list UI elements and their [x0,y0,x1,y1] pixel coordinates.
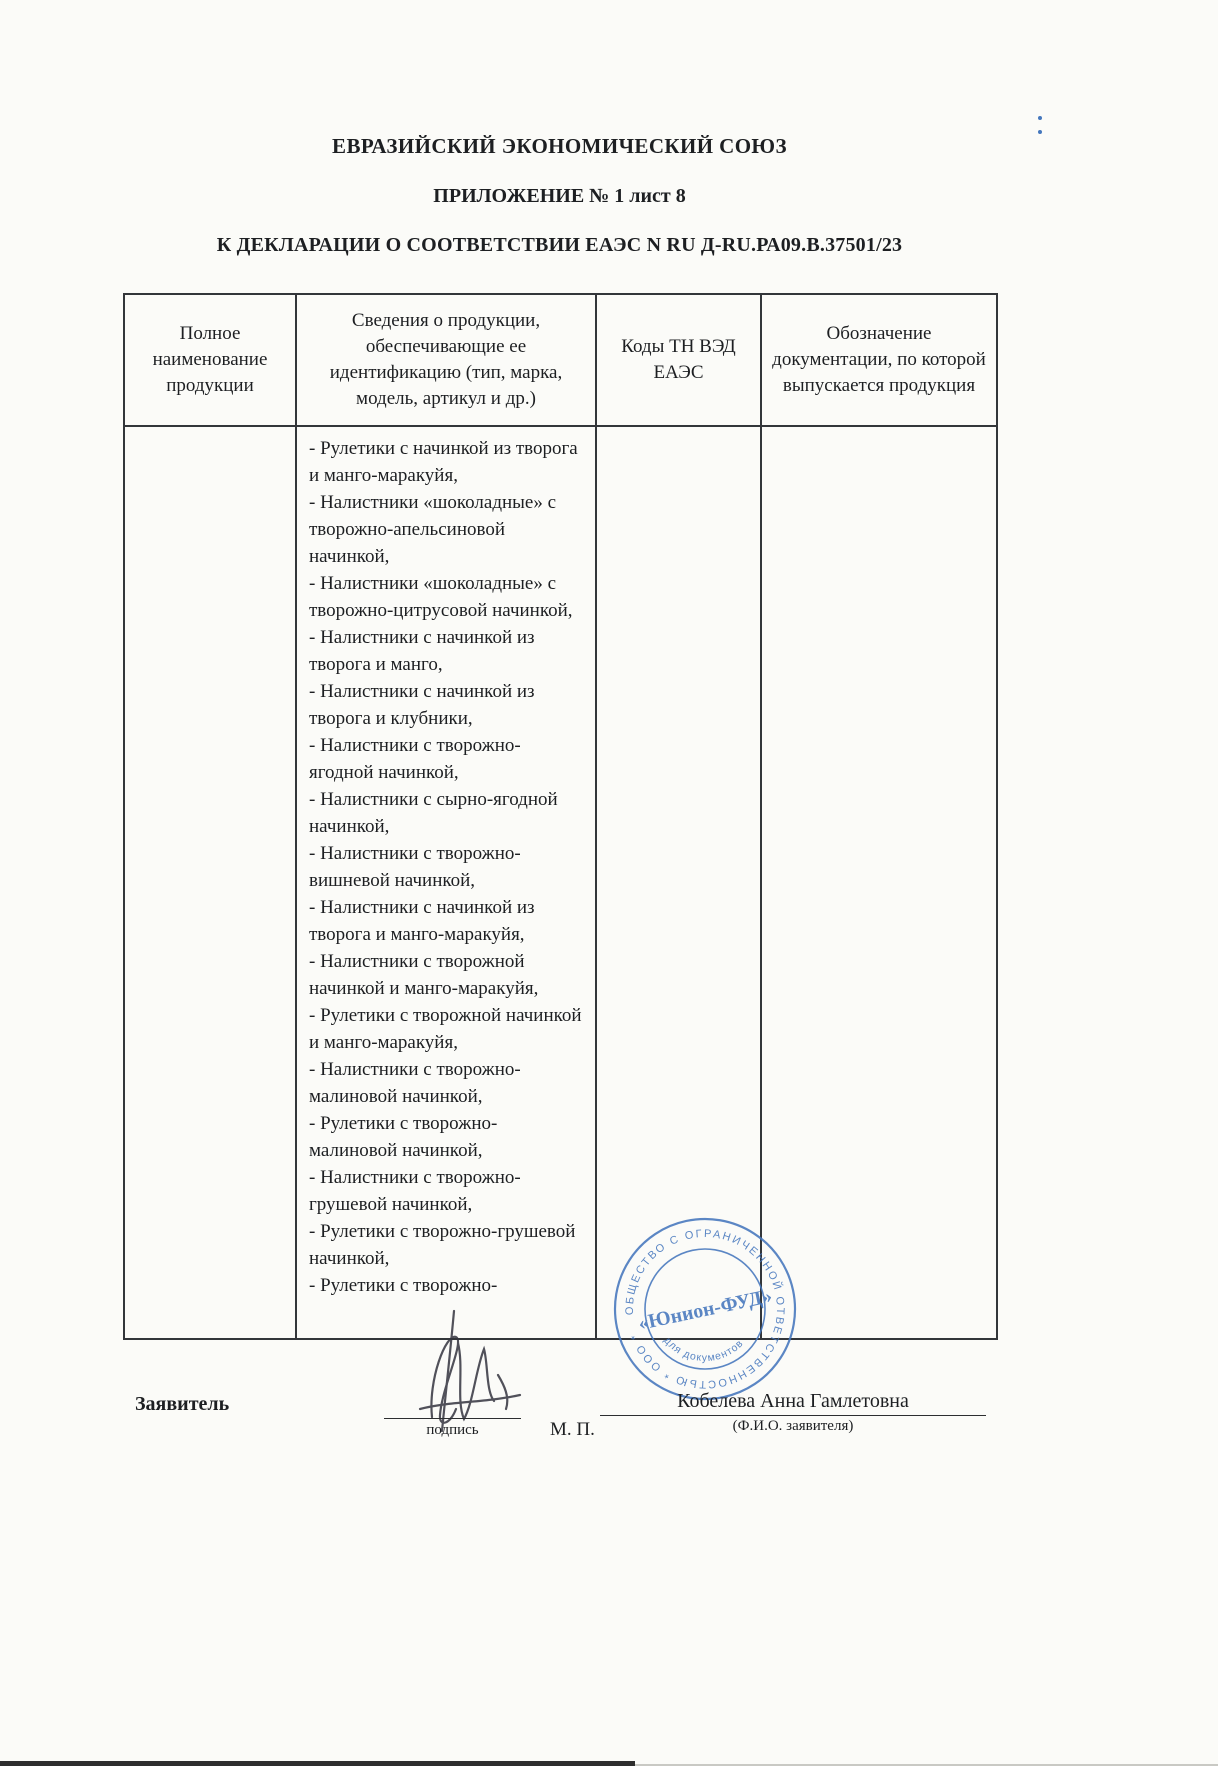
declaration-number-title: К ДЕКЛАРАЦИИ О СООТВЕТСТВИИ ЕАЭС N RU Д-RU.РА09.В.37501/23 [216,234,903,256]
scan-edge-artifact [0,1761,635,1766]
cell-product-name [124,426,296,1339]
stamp-bottom-text: для документов [661,1334,747,1365]
ink-dots-artifact [1038,116,1042,138]
stamp-ring-text: ОБЩЕСТВО С ОГРАНИЧЕННОЙ ОТВЕТСТВЕННОСТЬЮ * ООО * [623,1227,787,1391]
product-line: - Рулетики с творожно-грушевой начинкой, [309,1221,576,1269]
signature-line [384,1418,521,1419]
col-header-product-name: Полное наименование продукции [124,294,296,426]
applicant-name-caption: (Ф.И.О. заявителя) [732,1418,854,1434]
applicant-label: Заявитель [135,1393,230,1415]
product-line: - Налистники с творожной начинкой и манго-маракуйя, [309,951,539,999]
product-line: - Налистники с начинкой из творога и манго, [309,627,535,675]
product-line: - Рулетики с творожно-малиновой начинкой, [309,1113,498,1161]
product-line: - Рулетики с творожной начинкой и манго-маракуйя, [309,1005,582,1053]
col-header-product-details: Сведения о продукции, обеспечивающие ее идентификацию (тип, марка, модель, артикул и др.) [296,294,596,426]
applicant-name: Кобелева Анна Гамлетовна [677,1390,909,1412]
product-line: - Налистники с творожно-вишневой начинкой, [309,843,521,891]
product-line: - Рулетики с начинкой из творога и манго-маракуйя, [309,438,578,486]
product-line: - Налистники «шоколадные» с творожно-цитрусовой начинкой, [309,573,573,621]
product-line: - Налистники с сырно-ягодной начинкой, [309,789,558,837]
product-line: - Налистники с начинкой из творога и клубники, [309,681,535,729]
table-row [124,426,997,1339]
document-header [123,134,996,257]
seal-place-caption: М. П. [550,1419,595,1440]
product-line: - Налистники с творожно-ягодной начинкой, [309,735,521,783]
product-table [123,293,998,1340]
signature-caption: подпись [426,1422,479,1438]
product-line: - Рулетики с творожно- [309,1275,498,1296]
col-header-documentation: Обозначение документации, по которой выпускается продукция [761,294,997,426]
applicant-name-line [600,1415,986,1416]
product-details-list [309,435,585,1299]
product-line: - Налистники «шоколадные» с творожно-апельсиновой начинкой, [309,492,557,567]
cell-product-details [296,426,596,1339]
product-line: - Налистники с творожно-грушевой начинкой, [309,1167,521,1215]
product-line: - Налистники с творожно-малиновой начинкой, [309,1059,521,1107]
document-subtitle: ПРИЛОЖЕНИЕ № 1 лист 8 [433,185,686,207]
handwritten-signature [402,1305,542,1440]
col-header-tnved-code: Коды ТН ВЭД ЕАЭС [596,294,761,426]
product-line: - Налистники с начинкой из творога и манго-маракуйя, [309,897,535,945]
cell-documentation [761,426,997,1339]
applicant-name-block [600,1389,986,1435]
document-title: ЕВРАЗИЙСКИЙ ЭКОНОМИЧЕСКИЙ СОЮЗ [332,134,787,158]
stamp-center-text: «Юнион-ФУД» [636,1285,774,1335]
table-header-row [124,294,997,426]
